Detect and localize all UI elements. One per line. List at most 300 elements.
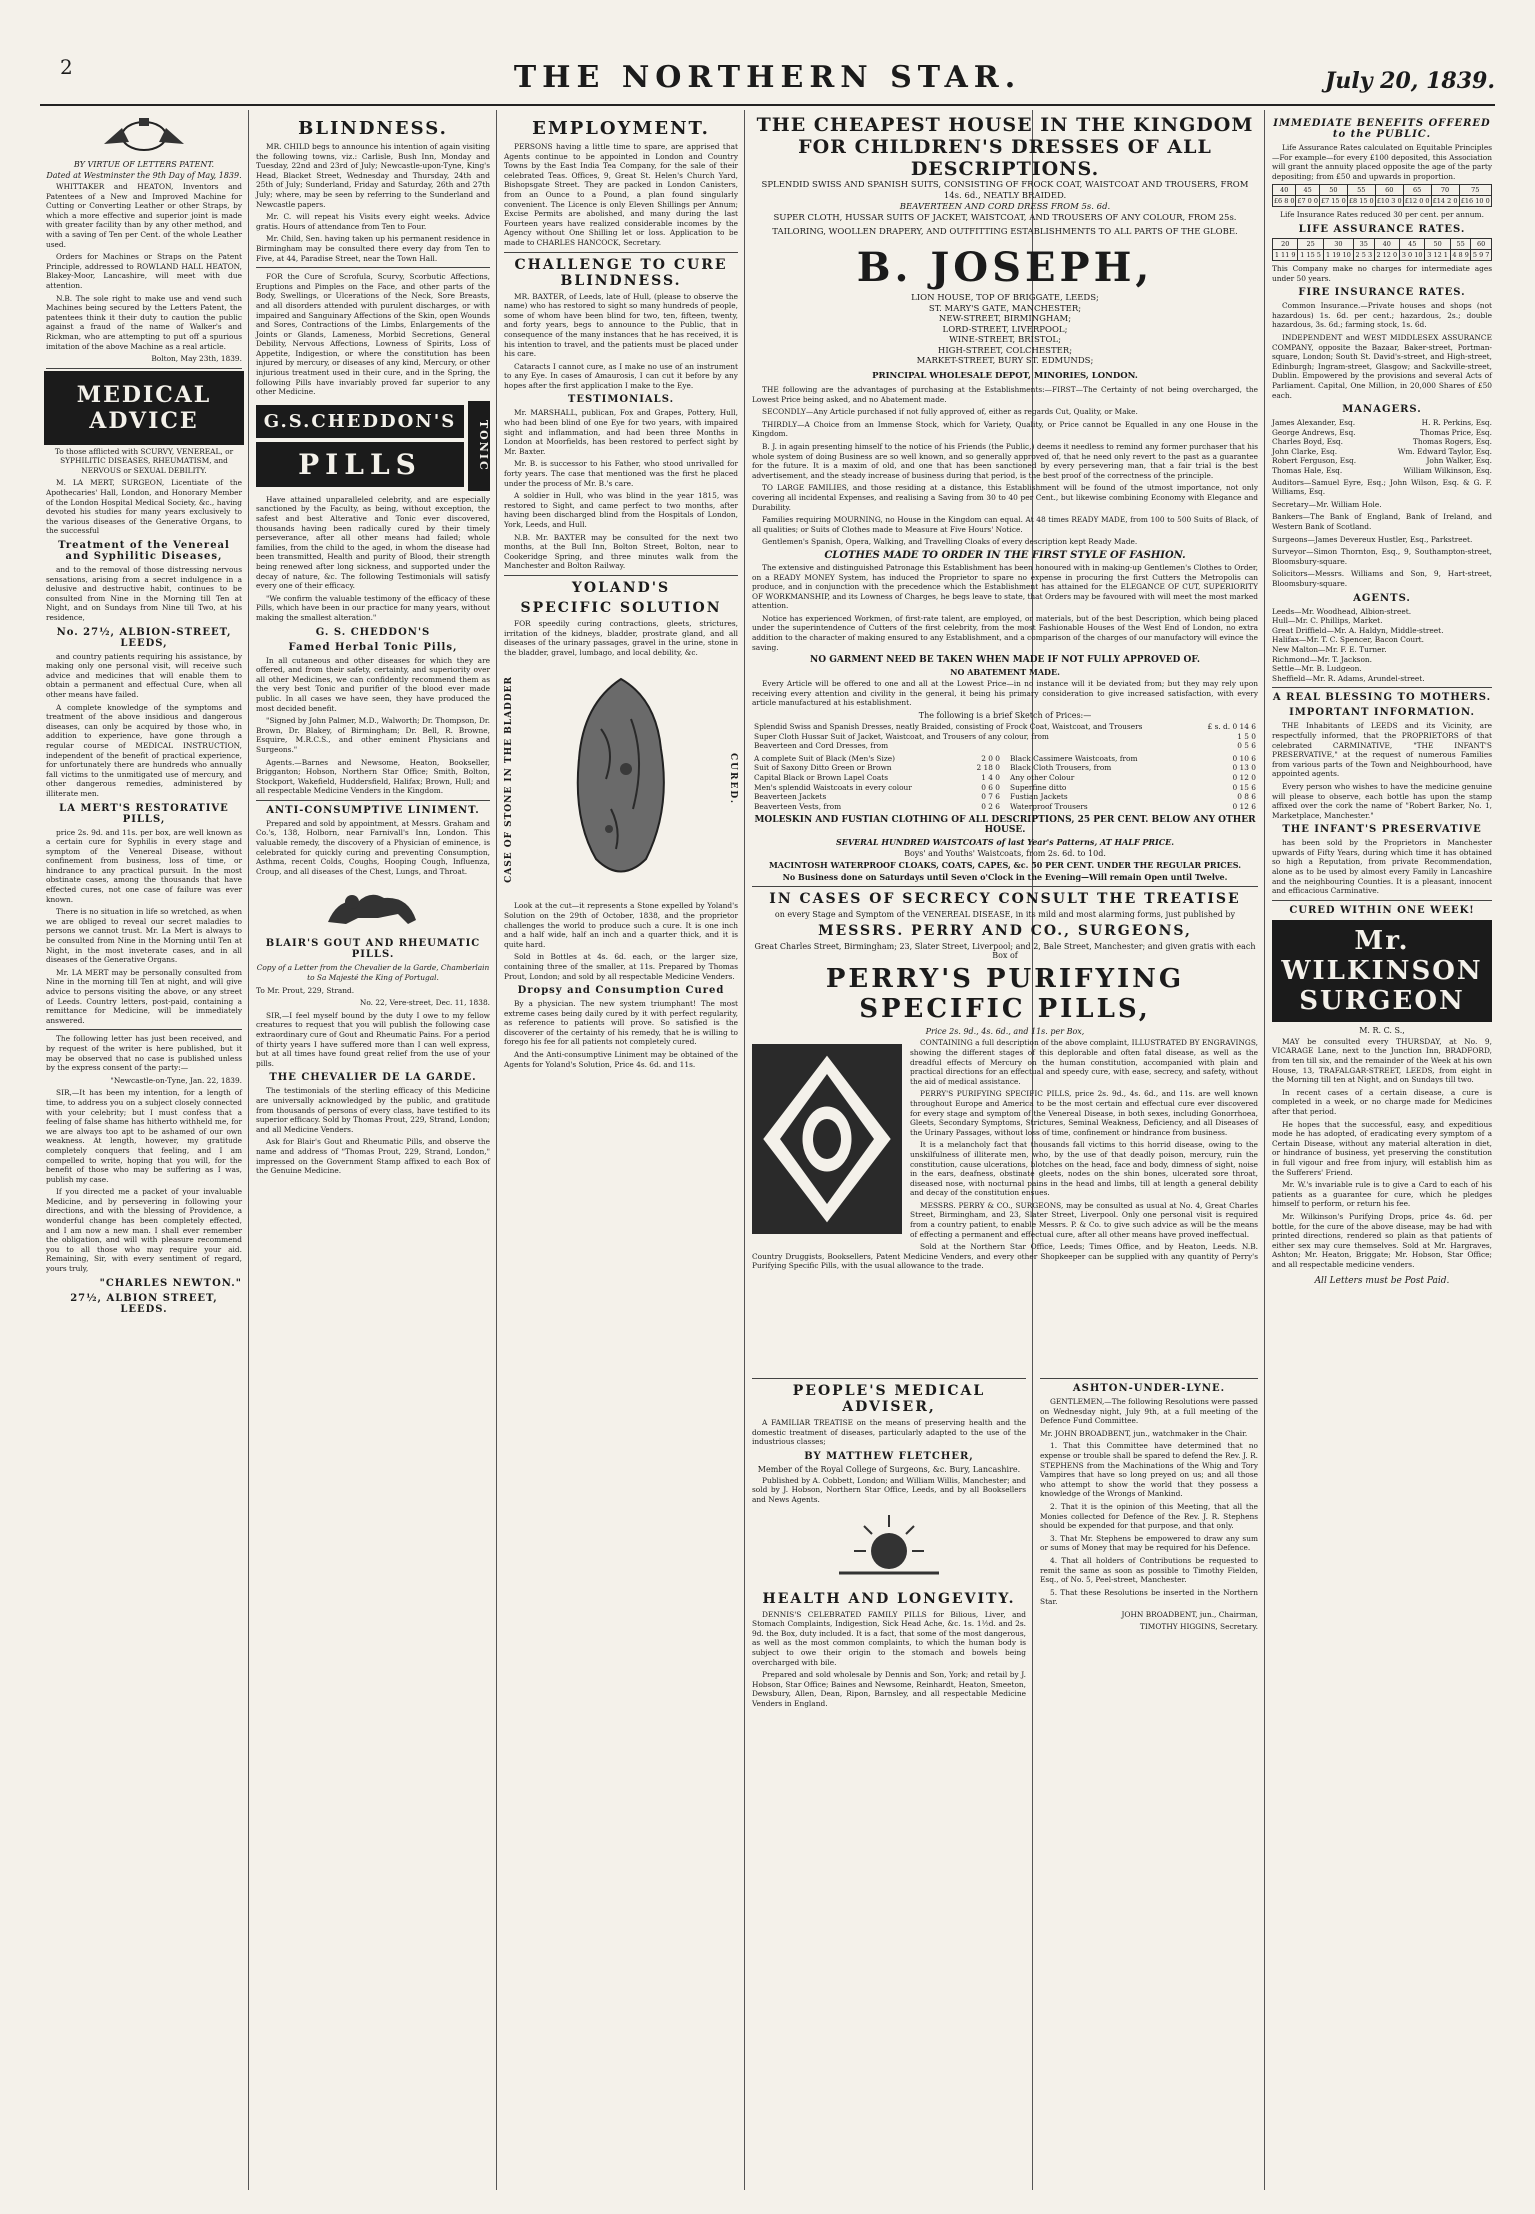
perry-body-2: PERRY'S PURIFYING SPECIFIC PILLS, price 2s. 9d., 4s. 6d., and 11s. are well known throughout Europe and America to be the most certain and effectual cure ever discovered for every stage and symptom of the Venereal Disease, in both sexes, including Gonorrhoea, Gleets, Secondary Symptoms, Strictures, Seminal Weakness, Deficiency, and all Diseases of the Urinary Passages, without loss of time, confinement or hindrance from business. bbox=[910, 1089, 1258, 1137]
masthead-rule bbox=[40, 104, 1495, 106]
boys-line: Boys' and Youths' Waistcoats, from 2s. 6d. to 10d. bbox=[904, 849, 1106, 859]
manager-name: Charles Boyd, Esq. bbox=[1272, 437, 1343, 447]
surgeon-mrcs: M. R. C. S., bbox=[1359, 1025, 1405, 1035]
joseph-address-1: LION HOUSE, TOP OF BRIGGATE, LEEDS; bbox=[911, 293, 1099, 303]
joseph-sub-3: SUPER CLOTH, HUSSAR SUITS OF JACKET, WAISTCOAT, AND TROUSERS OF ANY COLOUR, FROM 25s. bbox=[773, 213, 1237, 223]
perry-body-5: Sold at the Northern Star Office, Leeds; Times Office, and by Heaton, Leeds. N.B. Country Druggists, Booksellers, Patent Medicine Venders, and every other Shopkeeper can be supplied with any quantity of Perry's Purifying Specific Pills, with the usual allowance to the trade. bbox=[752, 1242, 1258, 1271]
joseph-headline: THE CHEAPEST HOUSE IN THE KINGDOM FOR CHILDREN'S DRESSES OF ALL DESCRIPTIONS. bbox=[756, 114, 1254, 180]
list-row bbox=[1272, 456, 1492, 466]
joseph-address-7: MARKET-STREET, BURY ST. EDMUNDS; bbox=[916, 356, 1094, 366]
restorative-body-3: Mr. LA MERT may be personally consulted from Nine in the morning till Ten at night, and will give advice to persons visiting the above, or any street of Leeds. Country letters, post-paid, containing a remittance for Medicine, will be immediately answered. bbox=[46, 967, 242, 1025]
list-row bbox=[1272, 466, 1492, 476]
lion-emblem-icon bbox=[256, 880, 490, 934]
life-age-cell: 35 bbox=[1354, 238, 1375, 249]
medical-advice-banner: MEDICAL ADVICE bbox=[46, 373, 242, 443]
surgeon-body-4: Mr. W.'s invariable rule is to give a Card to each of his patients as a guarantee for cure, which he pledges himself to perform, or return his fee. bbox=[1272, 1180, 1492, 1209]
life-table bbox=[1272, 238, 1492, 261]
blair-place: No. 22, Vere-street, Dec. 11, 1838. bbox=[359, 998, 490, 1008]
joseph-address-3: NEW-STREET, BIRMINGHAM; bbox=[938, 314, 1072, 324]
column-4-bottom bbox=[746, 1370, 1032, 2190]
ashton-sign-1: JOHN BROADBENT, jun., Chairman, bbox=[1121, 1609, 1258, 1619]
medical-subhead: Treatment of the Venereal and Syphilitic Diseases, bbox=[58, 540, 230, 563]
blair-footer: Ask for Blair's Gout and Rheumatic Pills, and observe the name and address of "Thomas Prout, 229, Strand, London," impressed on the Government Stamp affixed to each Box of the Genuine Medicine. bbox=[256, 1137, 490, 1176]
agents-note: And the Anti-consumptive Liniment may be obtained of the Agents for Yoland's Solution, Price 4s. 6d. and 11s. bbox=[504, 1050, 738, 1069]
annuity-value-cell: £10 3 0 bbox=[1376, 197, 1402, 206]
annuity-age-cell: 55 bbox=[1347, 185, 1375, 196]
life-value-cell: 5 9 7 bbox=[1471, 249, 1492, 260]
patent-orders: Orders for Machines or Straps on the Patent Principle, addressed to ROWLAND HALL HEATON, Blakey-Moor, Lancashire, will meet with due attention. bbox=[46, 252, 242, 290]
medical-body-4: A complete knowledge of the symptoms and treatment of the above insidious and dangerous diseases, can only be acquired by those who, in addition to experience, have gone through a regular course of MEDICAL INSTRUCTION, independent of the benefit of practical experience, for unfortunately there are hundreds who annually fall victims to the unmitigated use of mercury, and other dangerous remedies, administered by illiterate men. bbox=[46, 702, 242, 798]
health-body: DENNIS'S CELEBRATED FAMILY PILLS for Bilious, Liver, and Stomach Complaints, Indigestion, Sick Head Ache, &c. 1s. 1½d. and 2s. 9d. the Box, duty included. It is a fact, that some of the most dangerous, as well as the most common complaints, to which the human body is subject to owe their origin to the stomach and bowels being overcharged with bile. bbox=[752, 1609, 1026, 1667]
price-value: 0 8 6 bbox=[1237, 792, 1256, 802]
price-head: The following is a brief Sketch of Prices:— bbox=[918, 711, 1092, 721]
price-value: 0 15 6 bbox=[1232, 782, 1256, 792]
joseph-body-7: Gentlemen's Spanish, Opera, Walking, and Travelling Cloaks of every description kept Ready Made. bbox=[762, 537, 1138, 547]
saturday-line: No Business done on Saturdays until Seven o'Clock in the Evening—Will remain Open until Twelve. bbox=[782, 872, 1228, 883]
joseph-body-1: THE following are the advantages of purchasing at the Establishments:—FIRST—The Certainty of not being overcharged, the Lowest Price being asked, and no Abatement made. bbox=[752, 385, 1258, 404]
dropsy-head: Dropsy and Consumption Cured bbox=[517, 985, 725, 997]
ashton-resolution-4: 4. That all holders of Contributions be requested to remit the same as soon as possible to Timothy Fielden, Esq., of No. 5, Peel-street, Manchester. bbox=[1040, 1555, 1258, 1585]
price-value: 0 7 6 bbox=[981, 792, 1000, 802]
moleskin-line: MOLESKIN AND FUSTIAN CLOTHING OF ALL DESCRIPTIONS, 25 PER CENT. BELOW ANY OTHER HOUSE. bbox=[754, 815, 1256, 836]
surgeon-title: SURGEON bbox=[1299, 985, 1465, 1016]
surveyor: Surveyor—Simon Thornton, Esq., 9, Southampton-street, Bloomsbury-square. bbox=[1272, 547, 1492, 566]
annuity-age-cell: 45 bbox=[1296, 185, 1319, 196]
divider bbox=[752, 886, 1258, 887]
liniment-title: ANTI-CONSUMPTIVE LINIMENT. bbox=[266, 804, 480, 816]
life-rates-note: Life Insurance Rates reduced 30 per cent. per annum. bbox=[1280, 210, 1484, 220]
employment-title: EMPLOYMENT. bbox=[532, 118, 710, 139]
blair-body-2: The testimonials of the sterling efficacy of this Medicine are universally acknowledged by the public, and gratitude from thousands of persons of every class, have testified to its superior efficacy. Sold by Thomas Prout, 229, Strand, London; and all Medicine Venders. bbox=[256, 1086, 490, 1134]
price-value: 0 5 6 bbox=[1237, 741, 1256, 751]
divider bbox=[1272, 900, 1492, 901]
price-label: A complete Suit of Black (Men's Size) bbox=[754, 753, 895, 763]
manager-name: John Clarke, Esq. bbox=[1272, 446, 1338, 456]
patent-place: Bolton, May 23th, 1839. bbox=[151, 354, 242, 364]
issue-date: July 20, 1839. bbox=[1324, 68, 1495, 94]
price-row bbox=[752, 754, 1002, 764]
page-number: 2 bbox=[60, 55, 73, 79]
price-label: Splendid Swiss and Spanish Dresses, neatly Braided, consisting of Frock Coat, Waistcoat, and Trousers bbox=[754, 722, 1143, 732]
challenge-body-2: Cataracts I cannot cure, as I make no use of an instrument to any Eye. In cases of Amaurosis, I can cut it before by any hopes after the first application I make to the Eye. bbox=[504, 361, 738, 390]
life-age-cell: 50 bbox=[1425, 238, 1450, 249]
yoland-title: YOLAND'S bbox=[571, 579, 671, 596]
price-value: £ s. d. 0 14 6 bbox=[1207, 722, 1256, 732]
price-label: Black Cassimere Waistcoats, from bbox=[1010, 753, 1138, 763]
medical-body-2: and to the removal of those distressing nervous sensations, arising from a secret indulgence in a delusive and destructive habit, continues to be consulted from Nine in the Morning till Ten at Night, and on Sundays from Nine till Two, at his residence, bbox=[46, 565, 242, 622]
blessing-title: A REAL BLESSING TO MOTHERS. bbox=[1272, 692, 1492, 704]
joseph-body-3: THIRDLY—A Choice from an Immense Stock, which for Variety, Quality, or Price cannot be Equalled in any one House in the Kingdom. bbox=[752, 419, 1258, 439]
yoland-title-2: SPECIFIC SOLUTION bbox=[520, 599, 722, 616]
immediate-body: Life Assurance Rates calculated on Equitable Principles—For example—for every £100 deposited, this Association will grant the annuity placed opposite the age of the party depositing; from £50 and upwards in proportion. bbox=[1272, 143, 1492, 181]
column-6 bbox=[1266, 110, 1498, 2190]
immediate-title: IMMEDIATE BENEFITS OFFERED to the PUBLIC. bbox=[1273, 118, 1491, 140]
price-row bbox=[752, 741, 1258, 751]
scrofula-body: FOR the Cure of Scrofula, Scurvy, Scorbutic Affections, Eruptions and Pimples on the Face, and other parts of the Body, Swellings, or Ulcerations of the Neck, Sore Breasts, and all disorders attended with purulent discharges, or with impaired and Sanguinary Affections of the Skin, open Wounds and Sores, Contractions of the Limbs, Enlargements of the Joints or Glands, Lameness, Morbid Secretions, General Debility, Nervous Affections, Lowness of Spirits, Loss of Appetite, Indigestion, or where the constitution has been injured by mercury, or diseases of any kind, Mercury, or other injurious treatment used in their cure, and in the Spring, the following Pills have invariably proved far superior to any other Medicine. bbox=[256, 272, 490, 397]
blindness-title: BLINDNESS. bbox=[298, 118, 448, 139]
price-row bbox=[1008, 783, 1258, 793]
joseph-address-4: LORD-STREET, LIVERPOOL; bbox=[942, 324, 1068, 335]
adviser-by: BY MATTHEW FLETCHER, bbox=[804, 1450, 974, 1462]
joseph-body-10: Every Article will be offered to one and all at the Lowest Price—in no instance will it be deviated from; but they may rely upon receiving every attention and civility in the general, it being his primary consideration to give increased satisfaction, with every article manufactured at his establishment. bbox=[752, 679, 1258, 708]
health-title: HEALTH AND LONGEVITY. bbox=[762, 1590, 1016, 1607]
cheddon-banner: G.S.CHEDDON'S bbox=[256, 405, 464, 438]
cheddon-body: Have attained unparalleled celebrity, and are especially sanctioned by the Faculty, as being, without exception, the safest and best Alterative and Tonic ever discovered, thousands having been radically cured by their timely perseverance, after all other means had failed; whole families, from the child to the aged, in whom the disease had been transmitted, Health and purity of Blood, their strength being renewed after long sickness, and supported under the decay of nature, &c. The following Testimonials will satisfy every one of their efficacy. bbox=[256, 494, 490, 591]
price-label: Capital Black or Brown Lapel Coats bbox=[754, 773, 888, 782]
manager-name: Robert Ferguson, Esq. bbox=[1272, 456, 1357, 466]
annuity-value-cell: £14 2 0 bbox=[1432, 197, 1458, 206]
annuity-table bbox=[1272, 184, 1492, 207]
agent-entry: Settle—Mr. B. Ludgeon. bbox=[1272, 664, 1362, 674]
price-row bbox=[752, 802, 1002, 812]
divider bbox=[256, 800, 490, 801]
challenge-body: MR. BAXTER, of Leeds, late of Hull, (please to observe the name) who has restored to sight so many hundreds of people, some of whom have been blind for two, ten, fifteen, twenty, and forty years, begs to announce to the Public, that in consequence of the many instances that he has received, it is his intention to travel, and the patients must be placed under his care. bbox=[504, 291, 738, 359]
life-age-cell: 45 bbox=[1400, 238, 1425, 249]
joseph-body-4: B. J. in again presenting himself to the notice of his Friends (the Public,) deems it needless to remind any former purchaser that his whole system of doing Business are so well known, and so generally approved of, that he need only revert to the past as a guarantee for the future. It is a maxim of old, and one that has been sanctioned by every persevering man, that a fair trial is the best advertisement, and the steady increase of business during that period, is the best proof of the correctness of the principle. bbox=[752, 441, 1258, 480]
price-row bbox=[1008, 802, 1258, 812]
manager-name: Thomas Price, Esq. bbox=[1419, 427, 1492, 437]
life-age-cell: 25 bbox=[1298, 238, 1323, 249]
testimonial-body-3: A soldier in Hull, who was blind in the year 1815, was restored to Sight, and came perfect to two months, after having been discharged blind from the Hospitals of London, York, Leeds, and Hull. bbox=[504, 491, 738, 529]
price-label: Men's splendid Waistcoats in every colour bbox=[754, 782, 912, 792]
divider bbox=[504, 575, 738, 576]
perry-name: MESSRS. PERRY AND CO., SURGEONS, bbox=[818, 923, 1192, 940]
life-value-cell: 3 0 10 bbox=[1400, 249, 1425, 260]
blair-sign: THE CHEVALIER DE LA GARDE. bbox=[269, 1072, 477, 1084]
agents-title: AGENTS. bbox=[1353, 592, 1411, 604]
stone-figure bbox=[504, 663, 738, 895]
column-2 bbox=[250, 110, 496, 2190]
dropsy-body: By a physician. The new system triumphant! The most extreme cases being daily cured by it with perfect regularity, as reference to patients will prove. So satisfied is the discoverer of the certainty of his remedy, that he is willing to forego his fee for all patients not completely cured. bbox=[504, 999, 738, 1047]
price-row bbox=[752, 792, 1002, 802]
patent-dated: Dated at Westminster the 9th Day of May, 1839. bbox=[46, 171, 242, 180]
perry-head: IN CASES OF SECRECY CONSULT THE TREATISE bbox=[769, 891, 1241, 908]
column-divider bbox=[1264, 110, 1265, 2190]
life-note: This Company make no charges for intermediate ages under 50 years. bbox=[1272, 263, 1492, 283]
perry-seal-icon bbox=[752, 1044, 902, 1238]
divider bbox=[752, 1378, 1026, 1379]
life-age-cell: 60 bbox=[1471, 238, 1492, 249]
joseph-address-6: HIGH-STREET, COLCHESTER; bbox=[937, 345, 1073, 356]
price-value: 1 5 0 bbox=[1237, 731, 1256, 741]
annuity-age-cell: 60 bbox=[1375, 185, 1403, 196]
price-label: Suit of Saxony Ditto Green or Brown bbox=[754, 763, 892, 773]
adviser-body: A FAMILIAR TREATISE on the means of preserving health and the domestic treatment of diseases, particularly adapted to the use of the industrious classes; bbox=[752, 1418, 1026, 1447]
yoland-body-3: Sold in Bottles at 4s. 6d. each, or the larger size, containing three of the smaller, at 11s. Prepared by Thomas Prout, London; and sold by all respectable Medicine Venders. bbox=[504, 952, 738, 981]
divider bbox=[46, 1029, 242, 1030]
medical-body-3: and country patients requiring his assistance, by making only one personal visit, will receive such advice and medicines that will enable them to obtain a permanent and effectual Cure, when all other means have failed. bbox=[46, 651, 242, 699]
testimonial-body-2: Mr. B. is successor to his Father, who stood unrivalled for forty years. The case that mentioned was the first he placed under the process of Mr. B.'s care. bbox=[504, 459, 738, 488]
agent-entry: Halifax—Mr. T. C. Spencer, Bacon Court. bbox=[1272, 635, 1425, 645]
life-value-cell: 1 19 10 bbox=[1323, 249, 1353, 260]
joseph-abatement: NO ABATEMENT MADE. bbox=[950, 667, 1060, 678]
joseph-advertisement bbox=[746, 110, 1264, 1365]
ashton-sign-2: TIMOTHY HIGGINS, Secretary. bbox=[1139, 1622, 1258, 1632]
life-age-cell: 55 bbox=[1450, 238, 1471, 249]
testimonial-head: TESTIMONIALS. bbox=[567, 394, 675, 406]
divider bbox=[1040, 1378, 1258, 1379]
ashton-resolution-3: 3. That Mr. Stephens be empowered to draw any sum or sums of Money that may be required for his Defence. bbox=[1040, 1533, 1258, 1553]
stone-label: CASE OF STONE IN THE BLADDER bbox=[504, 675, 514, 883]
life-value-cell: 3 12 1 bbox=[1425, 249, 1450, 260]
blindness-body-3: Mr. Child, Sen. having taken up his permanent residence in Birmingham may be consulted there every day from Ten to Five, at 44, Paradise Street, near the Town Hall. bbox=[256, 234, 490, 263]
price-value: 0 2 6 bbox=[981, 801, 1000, 811]
price-row bbox=[1008, 754, 1258, 764]
price-label: Waterproof Trousers bbox=[1010, 801, 1088, 811]
perry-price: Price 2s. 9d., 4s. 6d., and 11s. per Box, bbox=[925, 1027, 1085, 1037]
manager-name: H. R. Perkins, Esq. bbox=[1421, 418, 1492, 428]
joseph-italic-head: CLOTHES MADE TO ORDER IN THE FIRST STYLE OF FASHION. bbox=[824, 549, 1186, 561]
price-value: 1 4 0 bbox=[981, 773, 1000, 782]
price-row bbox=[1008, 773, 1258, 783]
price-value: 0 10 6 bbox=[1232, 753, 1256, 763]
testimonial-body: Mr. MARSHALL, publican, Fox and Grapes, Pottery, Hull, who had been blind of one Eye for two years, with impaired sight and inflammation, and had been three Months in London at Moorfields, has been restored to perfect sight by Mr. Baxter. bbox=[504, 408, 738, 456]
divider bbox=[256, 267, 490, 268]
agents-list bbox=[1272, 607, 1492, 684]
list-row bbox=[1272, 447, 1492, 457]
column-3 bbox=[498, 110, 744, 2190]
cheddon-signed: "Signed by John Palmer, M.D., Walworth; Dr. Thompson, Dr. Brown, Dr. Blakey, of Birmingham; Dr. Bell, R. Browne, Esquire, M.R.C.S., and other eminent Physicians and Surgeons." bbox=[256, 716, 490, 754]
important-body: THE Inhabitants of LEEDS and its Vicinity, are respectfully informed, that the PROPRIETORS of that celebrated CARMINATIVE, "THE INFANT'S PRESERVATIVE," at the request of numerous Families from various parts of the Town and Neighbourhood, have appointed agents. bbox=[1272, 721, 1492, 779]
life-value-cell: 1 11 9 bbox=[1273, 249, 1298, 260]
column-5-bottom bbox=[1034, 1370, 1264, 2190]
ashton-resolution-2: 2. That it is the opinion of this Meeting, that all the Monies collected for Defence of the Rev. J. R. Stephens should be expended for that purpose, and that only. bbox=[1040, 1501, 1258, 1531]
yoland-body-2: Look at the cut—it represents a Stone expelled by Yoland's Solution on the 29th of October, 1838, and the proprietor challenges the world to produce such a cure. It is one inch and a half wide, half an inch and a quarter thick, and it is quite hard. bbox=[504, 901, 738, 949]
patent-nb: N.B. The sole right to make use and vend such Machines being secured by the Letters Patent, the patentees think it their duty to caution the public against a fraud of the name of Walker's and Rickman, who are attempting to put off a spurious imitation of the above Machine as a real article. bbox=[46, 293, 242, 351]
price-label: Fustian Jackets bbox=[1010, 792, 1068, 802]
liniment-body: Prepared and sold by appointment, at Messrs. Graham and Co.'s, 138, Holborn, near Farnivall's Inn, London. This valuable remedy, the discovery of a Physician of eminence, is celebrated for quickly curing and preventing Consumption, Asthma, recent Colds, Coughs, Hooping Cough, Influenza, Croup, and all diseases of the Chest, Lungs, and Throat. bbox=[256, 818, 490, 876]
agent-entry: New Malton—Mr. F. E. Turner. bbox=[1272, 644, 1387, 654]
newspaper-title: THE NORTHERN STAR. bbox=[513, 60, 1022, 95]
letter-body-2: If you directed me a packet of your invaluable Medicine, and by persevering in following your directions, and with the blessing of Providence, a wonderful change has been completely effected, and I am now a new man. I shall ever remember the obligation, and will with pleasure recommend you to all those who may require your aid. Remaining, Sir, with every sentiment of regard, yours truly, bbox=[46, 1187, 242, 1274]
solicitors: Solicitors—Messrs. Williams and Son, 9, Hart-street, Bloomsbury-square. bbox=[1272, 569, 1492, 588]
letter-intro: The following letter has just been received, and by request of the writer is here published, but it may be observed that no case is published unless by the express consent of the party:— bbox=[46, 1034, 242, 1073]
life-value-cell: 1 15 5 bbox=[1298, 249, 1323, 260]
manager-name: James Alexander, Esq. bbox=[1272, 418, 1356, 428]
medical-address: No. 27½, ALBION-STREET, LEEDS, bbox=[56, 626, 232, 649]
price-label: Black Cloth Trousers, from bbox=[1010, 763, 1112, 773]
restorative-title: LA MERT'S RESTORATIVE PILLS, bbox=[59, 802, 229, 825]
secretary: Secretary—Mr. William Hole. bbox=[1272, 499, 1382, 509]
cheddon-head-2: Famed Herbal Tonic Pills, bbox=[288, 641, 458, 653]
manager-name: William Wilkinson, Esq. bbox=[1403, 466, 1492, 476]
life-age-cell: 20 bbox=[1273, 238, 1298, 249]
price-value: 2 18 0 bbox=[976, 763, 1000, 773]
price-label: Beaverteen Jackets bbox=[754, 792, 827, 802]
company-title: INDEPENDENT and WEST MIDDLESEX ASSURANCE COMPANY, opposite the Bazaar, Baker-street, Portman-square, London; South St. David's-street, and High-street, Edinburgh; Ingram-street, Glasgow; and Sackville-street, Dublin. Empowered by the provisions and several Acts of Parliament. Capital, One Million, in 20,000 Shares of £50 each. bbox=[1272, 332, 1492, 400]
cheddon-pills-banner: PILLS bbox=[256, 442, 464, 487]
joseph-sub-2: BEAVERTEEN AND CORD DRESS FROM 5s. 6d. bbox=[899, 202, 1111, 212]
adviser-pub: Published by A. Cobbett, London; and William Willis, Manchester; and sold by J. Hobson, Northern Star Office, Leeds, and by all Booksellers and News Agents. bbox=[752, 1475, 1026, 1504]
testimonial-nb: N.B. Mr. BAXTER may be consulted for the next two months, at the Bull Inn, Bolton Street, Bolton, near to Cookeridge Spring, and three minutes walk from the Manchester and Bolton Railway. bbox=[504, 532, 738, 571]
price-row bbox=[752, 732, 1258, 742]
annuity-value-cell: £7 0 0 bbox=[1297, 197, 1319, 206]
joseph-body-6: Families requiring MOURNING, no House in the Kingdom can equal. At 48 times READY MADE, from 100 to 500 Suits of Black, of all qualities; or Suits of Clothes made to Measure at Five Hours' Notice. bbox=[752, 515, 1258, 534]
medical-body: M. LA MERT, SURGEON, Licentiate of the Apothecaries' Hall, London, and Honorary Member of the London Hospital Medical Society, &c., having devoted his studies for many years exclusively to the various diseases of the Generative Organs, to the successful bbox=[46, 478, 242, 536]
adviser-title: PEOPLE'S MEDICAL ADVISER, bbox=[792, 1383, 986, 1415]
price-row bbox=[752, 783, 1002, 793]
manager-name: John Walker, Esq. bbox=[1426, 456, 1492, 466]
price-row bbox=[1008, 792, 1258, 802]
annuity-value-cell: £6 8 0 bbox=[1273, 197, 1295, 206]
auditors: Auditors—Samuel Eyre, Esq.; John Wilson, Esq. & G. F. Williams, Esq. bbox=[1272, 477, 1492, 497]
managers-list bbox=[1272, 418, 1492, 476]
blair-sub: Copy of a Letter from the Chevalier de la Garde, Chamberlain to Sa Majesté the King of Portugal. bbox=[256, 963, 490, 983]
price-table-left bbox=[752, 754, 1002, 812]
annuity-value-cell: £8 15 0 bbox=[1348, 197, 1374, 206]
ashton-resolution-1: 1. That this Committee have determined that no expense or trouble shall be spared to defend the Rev. J. R. STEPHENS from the Machinations of the Whig and Tory Vampires that have so long preyed on us; and all those who attempt to show the world that they possess a knowledge of the Wrongs of Mankind. bbox=[1040, 1441, 1258, 1499]
surgeon-footer: All Letters must be Post Paid. bbox=[1314, 1275, 1450, 1286]
joseph-principal: PRINCIPAL WHOLESALE DEPOT, MINORIES, LONDON. bbox=[872, 370, 1138, 381]
price-label: Super Cloth Hussar Suit of Jacket, Waistcoat, and Trousers of any colour, from bbox=[754, 731, 1049, 741]
cheddon-banner-group bbox=[256, 401, 490, 491]
challenge-title: CHALLENGE TO CURE BLINDNESS. bbox=[514, 256, 728, 289]
blair-body: SIR,—I feel myself bound by the duty I owe to my fellow creatures to request that you will publish the following case extraordinary cure of Gout and Rheumatic Pains. For a period of thirty years I have suffered more than I can well express, but at all times have found great relief from the use of your pills. bbox=[256, 1010, 490, 1068]
ashton-chair: Mr. JOHN BROADBENT, jun., watchmaker in the Chair. bbox=[1040, 1428, 1248, 1438]
price-value: 0 6 0 bbox=[981, 782, 1000, 792]
price-label: Superfine ditto bbox=[1010, 782, 1067, 792]
joseph-sub-4: TAILORING, WOOLLEN DRAPERY, AND OUTFITTING ESTABLISHMENTS TO ALL PARTS OF THE GLOBE. bbox=[772, 227, 1238, 237]
annuity-value-cell: £7 15 0 bbox=[1320, 197, 1346, 206]
agent-entry: Great Driffield—Mr. A. Haldyn, Middle-street. bbox=[1272, 625, 1444, 635]
price-table-top bbox=[752, 722, 1258, 751]
mackintosh-line: MACINTOSH WATERPROOF CLOAKS, COATS, CAPES, &c. 50 PER CENT. UNDER THE REGULAR PRICES. bbox=[768, 860, 1242, 871]
restorative-body-2: There is no situation in life so wretched, as when we are obliged to reveal our secret maladies to persons we cannot trust. Mr. La Mert is always to be consulted from Nine in the Morning until Ten at Night, in the most inveterate cases, and in all diseases of the Generative Organs. bbox=[46, 907, 242, 965]
life-value-cell: 2 12 0 bbox=[1374, 249, 1399, 260]
joseph-body-2: SECONDLY—Any Article purchased if not fully approved of, either as regards Cut, Quality, or Make. bbox=[762, 407, 1138, 417]
perry-body: CONTAINING a full description of the above complaint, ILLUSTRATED BY ENGRAVINGS, showing the different stages of this deplorable and often fatal disease, as well as the dreadful effects of Mercury on the human constitution, accompanied with plain and practical directions for an effectual and speedy cure, with ease, secrecy, and safety, without the aid of medical assistance. bbox=[910, 1038, 1258, 1086]
price-label: Beaverteen Vests, from bbox=[754, 801, 842, 811]
price-value: 0 12 0 bbox=[1232, 773, 1256, 782]
cured-title: CURED WITHIN ONE WEEK! bbox=[1289, 904, 1475, 916]
cheddon-head: G. S. CHEDDON'S bbox=[315, 626, 431, 638]
annuity-age-cell: 65 bbox=[1403, 185, 1431, 196]
annuity-age-cell: 50 bbox=[1319, 185, 1347, 196]
price-row bbox=[752, 773, 1002, 783]
divider bbox=[46, 368, 242, 369]
agent-entry: Sheffield—Mr. R. Adams, Arundel-street. bbox=[1272, 673, 1425, 683]
employment-body: PERSONS having a little time to spare, are apprised that Agents continue to be appointed in London and Country Towns by the East India Tea Company, for the sale of their celebrated Teas. Offices, 9, Great St. Helen's Church Yard, Bishopsgate Street. They are packed in London Canisters, from an Ounce to a Pound, a plan found singularly convenient. The Licence is only Eleven Shillings per Annum; Excise Permits are abolished, and many during the last Fourteen years have realized considerable incomes by the Agency without One Shilling let or loss. Application to be made to CHARLES HANCOCK, Secretary. bbox=[504, 142, 738, 247]
list-row bbox=[1272, 428, 1492, 438]
life-age-cell: 30 bbox=[1323, 238, 1353, 249]
annuity-value-cell: £16 10 0 bbox=[1460, 197, 1490, 206]
price-columns bbox=[752, 754, 1258, 812]
cheddon-note: "We confirm the valuable testimony of the efficacy of these Pills, which have been in our practice for many years, without making the smallest alteration." bbox=[256, 593, 490, 622]
column-divider bbox=[248, 110, 249, 2190]
list-row bbox=[1272, 418, 1492, 428]
ashton-title: ASHTON-UNDER-LYNE. bbox=[1072, 1383, 1226, 1394]
list-row bbox=[1272, 437, 1492, 447]
joseph-guarantee: NO GARMENT NEED BE TAKEN WHEN MADE IF NOT FULLY APPROVED OF. bbox=[810, 655, 1200, 666]
restorative-body: price 2s. 9d. and 11s. per box, are well known as a certain cure for Syphilis in every stage and symptom of the Venereal Disease, without confinement from business, loss of time, or hindrance to any practical pursuit. In the most obstinate cases, among the thousands that have effected cures, not one case of failure was ever known. bbox=[46, 827, 242, 904]
perry-body-4: MESSRS. PERRY & CO., SURGEONS, may be consulted as usual at No. 4, Great Charles Street, Birmingham, and 23, Slater Street, Liverpool. Only one personal visit is required from a country patient, to enable Messrs. P. & Co. to give such advice as will be the means of effecting a permanent and effectual cure, after all other means have proved ineffectual. bbox=[910, 1200, 1258, 1239]
agent-entry: Leeds—Mr. Woodhead, Albion-street. bbox=[1272, 606, 1412, 616]
surgeon-body: MAY be consulted every THURSDAY, at No. 9, VICARAGE Lane, next to the Junction Inn, BRADFORD, from ten till six, and the remainder of the Week at his own House, 13, TRAFALGAR-STREET, LEEDS, from eight in the Morning till ten at Night, and on Sundays till two. bbox=[1272, 1036, 1492, 1085]
patent-body: WHITTAKER and HEATON, Inventors and Patentees of a New and Improved Machine for Cutting or Converting Leather or other Straps, by which a more effective and superior joint is made with greater facility than by any other method, and with a saving of Ten per Cent. of the whole Leather used. bbox=[46, 182, 242, 249]
life-title: LIFE ASSURANCE RATES. bbox=[1298, 223, 1466, 235]
masthead bbox=[0, 0, 1535, 110]
blair-title: BLAIR'S GOUT AND RHEUMATIC PILLS. bbox=[265, 938, 481, 961]
letter-body: SIR,—It has been my intention, for a length of time, to address you on a subject closely connected with your celebrity; but I must confess that a feeling of false shame has hitherto withheld me, for we are always too apt to be ashamed of our own weakness. At length, however, my gratitude completely conquers that feeling, and I am compelled to write, hoping that you will, for the benefit of those who may be suffering as I was, publish my case. bbox=[46, 1088, 242, 1184]
price-row bbox=[1008, 763, 1258, 773]
medical-intro: To those afflicted with SCURVY, VENEREAL, or SYPHILITIC DISEASES, RHEUMATISM, and NERVOUS or SEXUAL DEBILITY. bbox=[54, 446, 234, 475]
price-label: Beaverteen and Cord Dresses, from bbox=[754, 741, 889, 751]
divider bbox=[504, 252, 738, 253]
health-body-2: Prepared and sold wholesale by Dennis and Son, York; and retail by J. Hobson, Star Office; Baines and Newsome, Reinhardt, Heaton, Smeeton, Dewsbury, Allen, Dean, Ripon, Barnsley, and all respectable Medicine Venders in England. bbox=[752, 1670, 1026, 1708]
fire-title: FIRE INSURANCE RATES. bbox=[1298, 287, 1466, 299]
perry-body-3: It is a melancholy fact that thousands fall victims to this horrid disease, owing to the unskilfulness of illiterate men, who, by the use of that deadly poison, mercury, ruin the constitution, cause ulcerations, blotches on the head, face and body, dimness of sight, noise in the ears, deafness, obstinate gleets, nodes on the shin bones, ulcerated sore throat, diseased nose, with nocturnal pains in the head and limbs, till at length a general debility and decay of the constitution ensues. bbox=[910, 1140, 1258, 1198]
footer-address: 27½, ALBION STREET, LEEDS. bbox=[70, 1292, 218, 1315]
blindness-body-2: Mr. C. will repeat his Visits every eight weeks. Advice gratis. Hours of attendance from Ten to Four. bbox=[256, 212, 490, 231]
perry-pills-title: PERRY'S PURIFYING SPECIFIC PILLS, bbox=[825, 964, 1185, 1025]
agents-body: Agents.—Barnes and Newsome, Heaton, Bookseller, Brigganton; Hobson, Northern Star Office; Smith, Bolton, Stockport, Wakefield, Huddersfield, Halifax; Brown, Hull; and all respectable Medicine Venders in the Kingdom. bbox=[256, 757, 490, 796]
surgeon-name: Mr. WILKINSON bbox=[1281, 925, 1483, 986]
cheddon-body-2: In all cutaneous and other diseases for which they are offered, and from their safety, certainty, and superiority over all other Medicines, we can confidently recommend them as the very best Tonic and purifier of the blood ever made public. In all cases we have seen, they have produced the most decided benefit. bbox=[256, 655, 490, 713]
divider bbox=[1272, 687, 1492, 688]
sun-emblem-icon bbox=[752, 1511, 1026, 1585]
life-value-cell: 2 5 3 bbox=[1355, 250, 1373, 259]
joseph-address-2: ST. MARY'S GATE, MANCHESTER; bbox=[928, 303, 1082, 314]
annuity-age-cell: 40 bbox=[1273, 185, 1296, 196]
blindness-body: MR. CHILD begs to announce his intention of again visiting the following towns, viz.: Carlisle, Bush Inn, Monday and Tuesday, 22nd and 23rd of July; Newcastle-upon-Tyne, King's Head, Blacket Street, Wednesday and Thursday, 24th and 25th of July; Sunderland, Friday and Saturday, 26th and 27th July; where, may be seen by referring to the Sunderland and Newcastle papers. bbox=[256, 142, 490, 209]
letter-place: "Newcastle-on-Tyne, Jan. 22, 1839. bbox=[110, 1075, 242, 1085]
waistcoats-line: SEVERAL HUNDRED WAISTCOATS of last Year's Patterns, AT HALF PRICE. bbox=[835, 837, 1175, 848]
joseph-name: B. JOSEPH, bbox=[856, 244, 1154, 291]
joseph-sub-1: SPLENDID SWISS AND SPANISH SUITS, CONSISTING OF FROCK COAT, WAISTCOAT AND TROUSERS, FROM 14s. 6d., NEATLY BRAIDED. bbox=[761, 180, 1249, 201]
column-divider bbox=[496, 110, 497, 2190]
royal-arms-icon bbox=[46, 114, 242, 158]
letter-signature: "CHARLES NEWTON." bbox=[99, 1277, 242, 1289]
patent-title: BY VIRTUE OF LETTERS PATENT. bbox=[73, 160, 215, 169]
price-value: 0 12 6 bbox=[1232, 801, 1256, 811]
price-value: 2 0 0 bbox=[981, 753, 1000, 763]
perry-address: Great Charles Street, Birmingham; 23, Slater Street, Liverpool; and 2, Bale Street, Manchester; and given gratis with each Box of bbox=[754, 942, 1256, 961]
life-value-cell: 4 8 9 bbox=[1452, 250, 1469, 259]
joseph-body-9: Notice has experienced Workmen, of first-rate talent, are employed, or materials, but of the best Description, which being placed under the superintendence of Cutters of the first celebrity, from the most Fashionable Houses of the West End of London, no extra addition to the character of making ensured to any Establishment, and a comparison of the charges of our manufactory will evince the saving. bbox=[752, 613, 1258, 652]
bladder-stone-icon bbox=[561, 669, 681, 889]
joseph-address-5: WINE-STREET, BRISTOL; bbox=[949, 335, 1061, 345]
price-row bbox=[752, 722, 1258, 732]
manager-name: George Andrews, Esq. bbox=[1272, 427, 1356, 437]
surgeon-body-2: In recent cases of a certain disease, a cure is completed in a week, or no charge made for Medicines after that period. bbox=[1272, 1087, 1492, 1116]
adviser-member: Member of the Royal College of Surgeons, &c. Bury, Lancashire. bbox=[757, 1464, 1021, 1474]
preservative-body: has been sold by the Proprietors in Manchester upwards of Fifty Years, during which time it has obtained so high a Reputation, from private Recommendation, alone as to be used by almost every Family in Lancashire and the neighbouring Counties. It is a pleasant, innocent and efficacious Carminative. bbox=[1272, 838, 1492, 896]
yoland-body: FOR speedily curing contractions, gleets, strictures, irritation of the kidneys, bladder, prostrate gland, and all diseases of the urinary passages, gravel in the urine, stone in the bladder, gravel, lumbago, and local debility, &c. bbox=[504, 618, 738, 657]
manager-name: Thomas Hale, Esq. bbox=[1272, 466, 1343, 476]
surgeon-body-3: He hopes that the successful, easy, and expeditious mode he has adopted, of eradicating every symptom of a Certain Disease, without any material alteration in diet, or hindrance of business, yet preserving the constitution in full vigour and free from injury, will establish him as the Sufferers' Friend. bbox=[1272, 1119, 1492, 1177]
annuity-value-cell: £12 0 0 bbox=[1404, 197, 1430, 206]
ashton-resolution-5: 5. That these Resolutions be inserted in the Northern Star. bbox=[1040, 1587, 1258, 1607]
important-title: IMPORTANT INFORMATION. bbox=[1289, 707, 1475, 719]
column-1 bbox=[40, 110, 248, 2190]
fire-body: Common Insurance.—Private houses and shops (not hazardous) 1s. 6d. per cent.; hazardous, 2s.; double hazardous, 3s. 6d.; farming stock, 1s. 6d. bbox=[1272, 301, 1492, 330]
joseph-body-5: TO LARGE FAMILIES, and those residing at a distance, this Establishment will be found of the utmost importance, not only covering all incidental Expenses, and realising a Saving from 30 to 40 per Cent., but likewise combining Economy with Elegance and Durability. bbox=[752, 483, 1258, 512]
annuity-age-cell: 75 bbox=[1459, 185, 1491, 196]
surgeon-body-5: Mr. Wilkinson's Purifying Drops, price 4s. 6d. per bottle, for the cure of the above disease, may be had with printed directions, rendered so plain as that patients of either sex may cure themselves. Sold at Mr. Hargraves, Ashton; Mr. Heaton, Briggate; Mr. Hobson, Star Office; and all respectable medicine venders. bbox=[1272, 1211, 1492, 1269]
price-label: Any other Colour bbox=[1010, 773, 1075, 782]
agent-entry: Richmond—Mr. T. Jackson. bbox=[1272, 654, 1373, 664]
price-value: 0 13 0 bbox=[1232, 763, 1256, 773]
price-table-right bbox=[1008, 754, 1258, 812]
ashton-body: GENTLEMEN,—The following Resolutions were passed on Wednesday night, July 9th, at a full meeting of the Defence Fund Committee. bbox=[1040, 1397, 1258, 1426]
life-age-cell: 40 bbox=[1374, 238, 1399, 249]
tonic-side-label: TONIC bbox=[468, 401, 490, 491]
preservative-title: THE INFANT'S PRESERVATIVE bbox=[1282, 824, 1482, 836]
surgeons: Surgeons—James Devereux Hustler, Esq., Parkstreet. bbox=[1272, 534, 1473, 544]
annuity-age-cell: 70 bbox=[1431, 185, 1459, 196]
wilkinson-banner bbox=[1272, 920, 1492, 1022]
manager-name: Wm. Edward Taylor, Esq. bbox=[1397, 446, 1492, 456]
